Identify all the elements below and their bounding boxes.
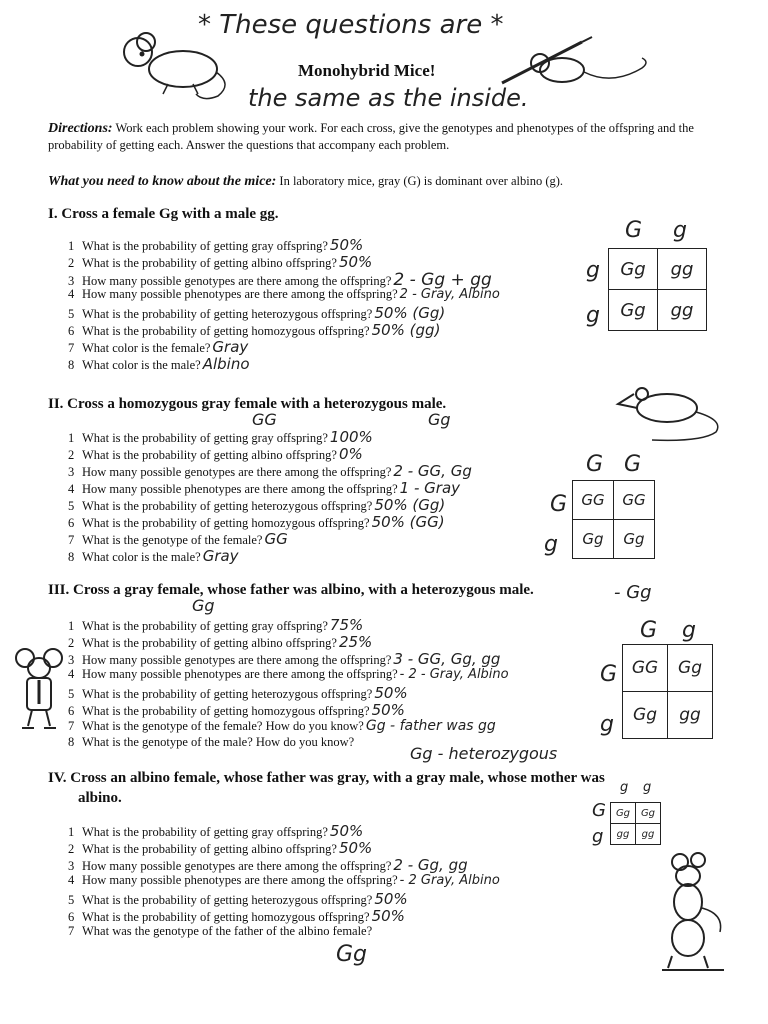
handwritten-answer: 50% (Gg) [374, 496, 446, 514]
punnett-cell: gg [636, 824, 661, 845]
question-text: What is the probability of getting heterozygous offspring? [82, 499, 373, 513]
section-4-questions [68, 822, 500, 941]
question-row: 1 What is the probability of getting gray offspring? 50% [68, 822, 364, 840]
question-text: What is the probability of getting gray offspring? [82, 619, 328, 633]
question-row: 3 How many possible genotypes are there among the offspring? 2 - Gg + gg [68, 270, 492, 290]
punnett-cell: Gg [609, 290, 658, 331]
question-row: 1 What is the probability of getting gray offspring? 100% [68, 428, 373, 446]
question-row: 1 What is the probability of getting gray offspring? 75% [68, 616, 364, 634]
question-row: 1 What is the probability of getting gray offspring? 50% [68, 236, 364, 254]
punnett-cell: GG [573, 481, 614, 520]
question-row: 7 What was the genotype of the father of the albino female? [68, 924, 373, 938]
question-text: What is the probability of getting heterozygous offspring? [82, 687, 373, 701]
handwritten-answer: 2 - Gg, gg [393, 856, 468, 874]
handwritten-answer-father-genotype: Gg [336, 942, 368, 967]
question-text: What is the genotype of the female? How do you know? [82, 719, 364, 733]
question-row: 4 How many possible phenotypes are there among the offspring? - 2 - Gray, Albino [68, 667, 509, 682]
question-text: What is the probability of getting gray offspring? [82, 239, 328, 253]
punnett-square-1 [608, 248, 707, 331]
question-row: 6 What is the probability of getting homozygous offspring? 50% [68, 907, 405, 925]
punnett-cell: Gg [668, 645, 713, 692]
punnett-1-top-1: G [625, 218, 643, 243]
handwritten-answer: - 2 - Gray, Albino [399, 667, 509, 682]
handwritten-answer: 2 - GG, Gg [393, 462, 472, 480]
punnett-cell: gg [668, 692, 713, 739]
section-1-questions [68, 236, 500, 372]
question-text: What is the probability of getting gray offspring? [82, 431, 328, 445]
question-row: 8 What is the genotype of the male? How do you know? [68, 735, 355, 749]
punnett-3-side-1: G [600, 662, 618, 687]
handwritten-answer: 50% [374, 684, 408, 702]
punnett-cell: Gg [573, 520, 614, 559]
question-text: How many possible phenotypes are there among the offspring? [82, 873, 398, 887]
punnett-cell: GG [614, 481, 655, 520]
punnett-1-side-2: g [586, 303, 600, 328]
handwritten-answer: 1 - Gray [399, 479, 461, 497]
question-text: What is the probability of getting albino offspring? [82, 636, 337, 650]
handwritten-answer: 50% (Gg) [374, 304, 446, 322]
section-2-questions [68, 428, 472, 564]
punnett-3-top-1: G [640, 618, 658, 643]
handwritten-answer: 50% (gg) [371, 321, 441, 339]
handwritten-answer-male-genotype: Gg - heterozygous [410, 744, 558, 763]
section-2-title: II. Cross a homozygous gray female with a heterozygous male. [48, 396, 447, 412]
question-text: How many possible genotypes are there among the offspring? [82, 859, 392, 873]
mouse-illustration-section-2 [612, 382, 730, 444]
mouse-in-suit-illustration [12, 644, 66, 730]
question-row: 5 What is the probability of getting heterozygous offspring? 50% [68, 890, 408, 908]
section-1-title: I. Cross a female Gg with a male gg. [48, 206, 279, 222]
punnett-cell: Gg [611, 803, 636, 824]
handwritten-answer: 3 - GG, Gg, gg [393, 650, 501, 668]
handwritten-answer: 50% [371, 701, 405, 719]
punnett-cell: GG [623, 645, 668, 692]
question-text: What is the probability of getting heterozygous offspring? [82, 893, 373, 907]
section-4-title-line2: albino. [78, 790, 122, 806]
punnett-1-side-1: g [586, 258, 600, 283]
question-text: How many possible genotypes are there among the offspring? [82, 653, 392, 667]
question-row: 6 What is the probability of getting homozygous offspring? 50% (gg) [68, 321, 441, 339]
handwritten-annotation-male: Gg [428, 410, 451, 429]
handwritten-answer: 0% [338, 445, 363, 463]
question-row: 6 What is the probability of getting homozygous offspring? 50% (GG) [68, 513, 445, 531]
handwritten-answer: 50% [329, 822, 364, 840]
question-row: 2 What is the probability of getting albino offspring? 50% [68, 839, 373, 857]
question-text: What is the genotype of the male? How do you know? [82, 735, 355, 749]
punnett-cell: Gg [609, 249, 658, 290]
handwritten-annotation-female: Gg [192, 596, 215, 615]
punnett-4-side-1: G [592, 800, 606, 821]
handwritten-answer: Gg - father was gg [365, 718, 496, 734]
handwritten-answer: 2 - Gg + gg [393, 270, 492, 290]
question-text: How many possible phenotypes are there among the offspring? [82, 482, 398, 496]
question-text: What is the probability of getting homozygous offspring? [82, 324, 370, 338]
need-to-know-label: What you need to know about the mice: [48, 174, 277, 189]
question-text: How many possible genotypes are there among the offspring? [82, 465, 392, 479]
punnett-square-2 [572, 480, 655, 559]
handwritten-annotation-male: - Gg [614, 582, 652, 603]
question-row: 7 What is the genotype of the female? GG [68, 530, 288, 548]
punnett-cell: Gg [623, 692, 668, 739]
question-row: 4 How many possible phenotypes are there among the offspring? - 2 Gray, Albino [68, 873, 500, 888]
handwritten-note-top: * These questions are * [198, 10, 504, 40]
question-row: 4 How many possible phenotypes are there among the offspring? 2 - Gray, Albino [68, 287, 500, 302]
question-row: 2 What is the probability of getting albino offspring? 25% [68, 633, 373, 651]
worksheet-title: Monohybrid Mice! [298, 61, 436, 80]
handwritten-answer: 50% (GG) [371, 513, 445, 531]
mouse-stack-illustration [654, 848, 734, 974]
need-to-know-text: In laboratory mice, gray (G) is dominant over albino (g). [279, 174, 564, 188]
question-text: What was the genotype of the father of the albino female? [82, 924, 373, 938]
handwritten-answer: Gray [202, 547, 239, 565]
punnett-4-top-1: g [620, 780, 629, 795]
question-text: What is the probability of getting albino offspring? [82, 842, 337, 856]
punnett-cell: gg [658, 249, 707, 290]
punnett-2-top-2: G [624, 452, 642, 477]
question-row: 6 What is the probability of getting homozygous offspring? 50% [68, 701, 405, 719]
question-row: 7 What color is the female? Gray [68, 338, 249, 356]
handwritten-annotation-female: GG [252, 410, 277, 429]
punnett-cell: gg [611, 824, 636, 845]
handwritten-answer: 100% [329, 428, 373, 446]
handwritten-answer: 50% [338, 253, 373, 271]
section-3-questions [68, 616, 509, 752]
question-text: What is the probability of getting gray offspring? [82, 825, 328, 839]
handwritten-answer: 25% [338, 633, 373, 651]
punnett-4-side-2: g [592, 826, 604, 847]
handwritten-answer: 50% [374, 890, 408, 908]
punnett-square-4 [610, 802, 661, 845]
punnett-cell: Gg [636, 803, 661, 824]
question-row: 5 What is the probability of getting heterozygous offspring? 50% [68, 684, 408, 702]
question-row: 3 How many possible genotypes are there among the offspring? 3 - GG, Gg, gg [68, 650, 501, 668]
question-text: What is the probability of getting albino offspring? [82, 256, 337, 270]
handwritten-answer: 50% [371, 907, 405, 925]
question-text: What is the genotype of the female? [82, 533, 263, 547]
handwritten-answer: GG [264, 530, 288, 548]
directions-text: Work each problem showing your work. For each cross, give the genotypes and phenotypes of the offspring and the probability of getting each. Answer the questions that accompany each problem. [48, 121, 694, 152]
punnett-3-top-2: g [682, 618, 696, 643]
handwritten-answer: Albino [202, 355, 250, 373]
punnett-2-side-2: g [544, 532, 558, 557]
punnett-4-top-2: g [643, 780, 652, 795]
handwritten-answer: 75% [329, 616, 364, 634]
question-row: 2 What is the probability of getting albino offspring? 0% [68, 445, 363, 463]
directions [48, 120, 728, 153]
question-text: What color is the female? [82, 341, 211, 355]
handwritten-answer: Gray [212, 338, 249, 356]
question-text: What color is the male? [82, 358, 201, 372]
question-row: 2 What is the probability of getting albino offspring? 50% [68, 253, 373, 271]
punnett-cell: Gg [614, 520, 655, 559]
punnett-square-3 [622, 644, 713, 739]
question-row: 7 What is the genotype of the female? How do you know? Gg - father was gg [68, 718, 496, 734]
punnett-2-top-1: G [586, 452, 604, 477]
handwritten-answer: 50% [329, 236, 364, 254]
question-row: 3 How many possible genotypes are there among the offspring? 2 - GG, Gg [68, 462, 472, 480]
handwritten-note-bottom: the same as the inside. [248, 84, 529, 112]
punnett-2-side-1: G [550, 492, 568, 517]
punnett-1-top-2: g [673, 218, 687, 243]
question-row: 4 How many possible phenotypes are there among the offspring? 1 - Gray [68, 479, 461, 497]
question-row: 8 What color is the male? Albino [68, 355, 250, 373]
question-text: What is the probability of getting homozygous offspring? [82, 516, 370, 530]
question-text: How many possible phenotypes are there among the offspring? [82, 287, 398, 301]
question-text: What is the probability of getting albino offspring? [82, 448, 337, 462]
question-text: What is the probability of getting heterozygous offspring? [82, 307, 373, 321]
question-text: What is the probability of getting homozygous offspring? [82, 704, 370, 718]
question-text: How many possible genotypes are there among the offspring? [82, 274, 392, 288]
question-text: What color is the male? [82, 550, 201, 564]
punnett-cell: gg [658, 290, 707, 331]
directions-label: Directions: [48, 121, 113, 136]
question-row: 5 What is the probability of getting heterozygous offspring? 50% (Gg) [68, 304, 446, 322]
question-text: How many possible phenotypes are there among the offspring? [82, 667, 398, 681]
handwritten-answer: 2 - Gray, Albino [399, 287, 500, 302]
section-4-title: IV. Cross an albino female, whose father was gray, with a gray male, whose mother was [48, 770, 605, 786]
handwritten-answer: 50% [338, 839, 373, 857]
punnett-3-side-2: g [600, 712, 614, 737]
need-to-know [48, 173, 728, 190]
question-text: What is the probability of getting homozygous offspring? [82, 910, 370, 924]
question-row: 5 What is the probability of getting heterozygous offspring? 50% (Gg) [68, 496, 446, 514]
handwritten-answer: - 2 Gray, Albino [399, 873, 500, 888]
question-row: 8 What color is the male? Gray [68, 547, 239, 565]
question-row: 3 How many possible genotypes are there among the offspring? 2 - Gg, gg [68, 856, 468, 874]
section-3-title: III. Cross a gray female, whose father was albino, with a heterozygous male. [48, 582, 534, 598]
